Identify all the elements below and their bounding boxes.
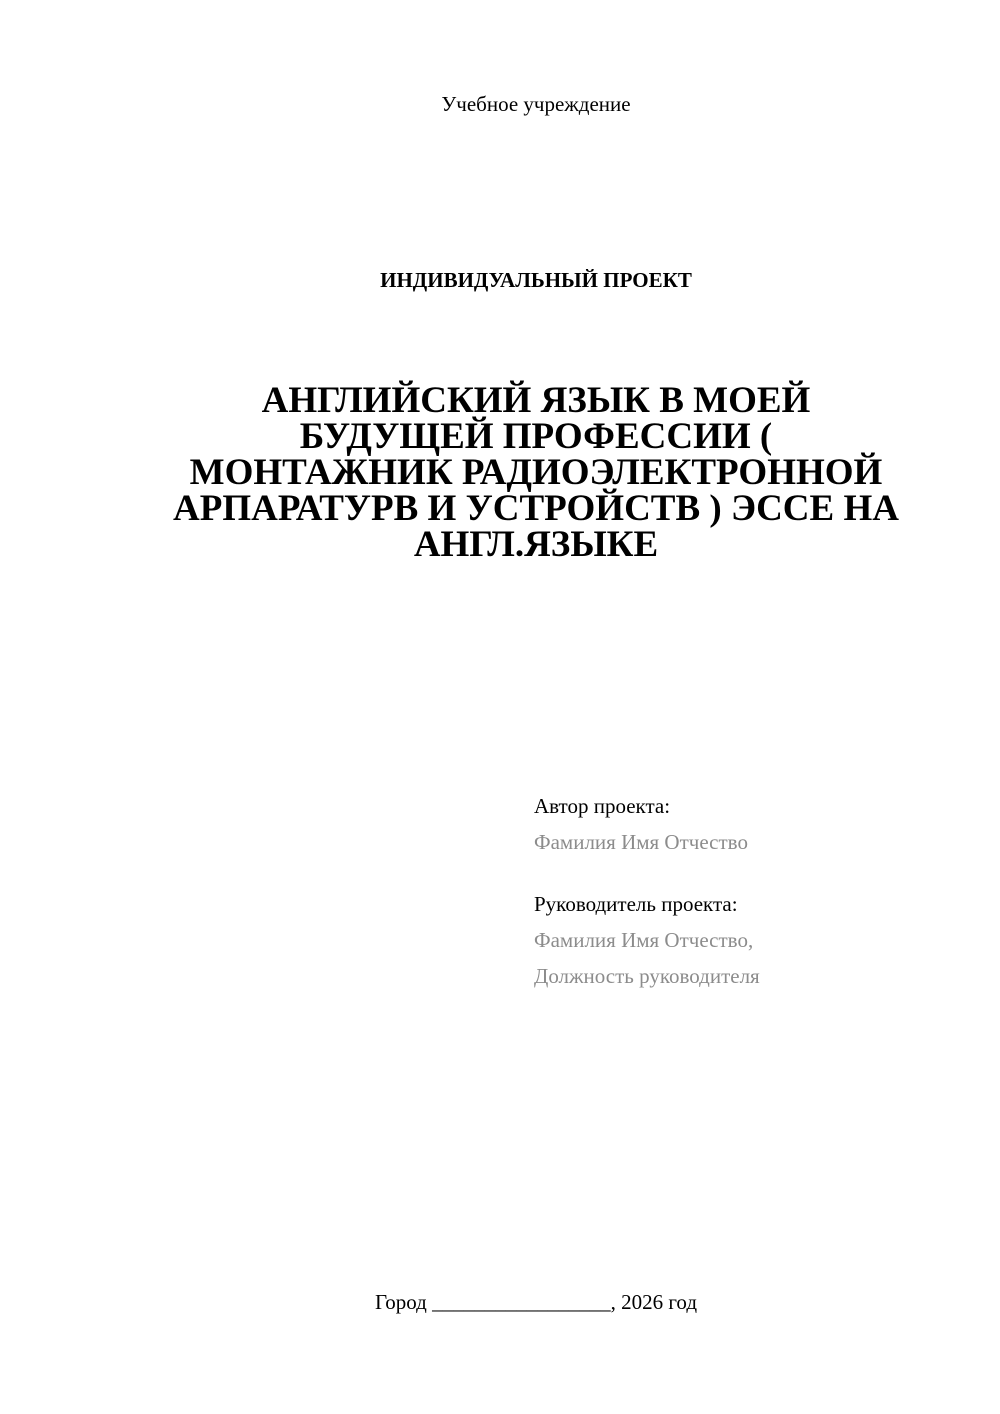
city-year-footer: Город _________________, 2026 год <box>374 1290 698 1314</box>
authors-block <box>534 788 954 994</box>
project-title-line: МОНТАЖНИК РАДИОЭЛЕКТРОННОЙ <box>189 452 883 493</box>
project-title-line: БУДУЩЕЙ ПРОФЕССИИ ( <box>299 416 773 457</box>
author-label: Автор проекта: <box>534 794 671 818</box>
supervisor-name: Фамилия Имя Отчество, <box>534 928 754 952</box>
project-title-line: АРПАРАТУРВ И УСТРОЙСТВ ) ЭССЕ НА <box>173 488 899 529</box>
project-type-heading: ИНДИВИДУАЛЬНЫЙ ПРОЕКТ <box>380 268 692 292</box>
supervisor-label: Руководитель проекта: <box>534 892 738 916</box>
author-name: Фамилия Имя Отчество <box>534 830 748 854</box>
supervisor-position: Должность руководителя <box>534 964 760 988</box>
project-title-line: АНГЛ.ЯЗЫКЕ <box>413 524 659 565</box>
institution-name: Учебное учреждение <box>441 92 631 116</box>
project-title-line: АНГЛИЙСКИЙ ЯЗЫК В МОЕЙ <box>261 380 811 421</box>
project-title <box>130 380 942 565</box>
